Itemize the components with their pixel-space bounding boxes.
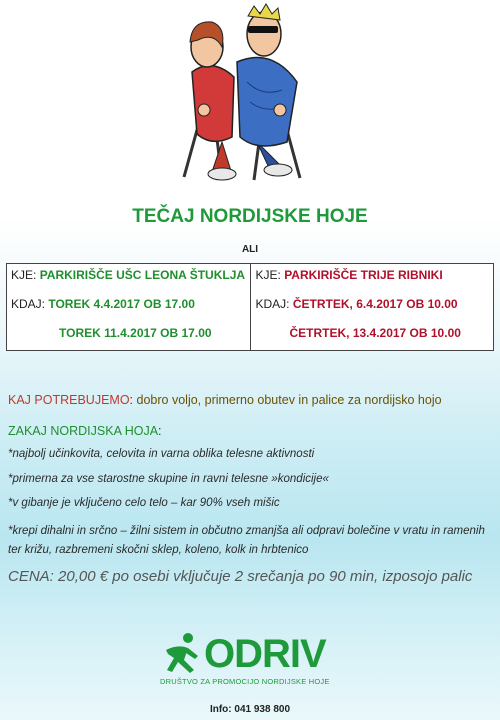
left-when-row [11,297,195,311]
left-when-label: KDAJ: [11,297,46,311]
needs-colon: : [129,393,134,407]
right-where-label: KJE: [255,268,281,282]
why-heading [8,424,494,438]
benefit-item: *najbolj učinkovita, celovita in varna oblika telesne aktivnosti [8,448,315,460]
benefit-item: *v gibanje je vključeno celo telo – kar 90% vseh mišic [8,497,280,509]
separator-text: ALI [241,244,259,255]
needs-value: dobro voljo, primerno obutev in palice za nordijsko hojo [136,393,442,407]
right-date-1: ČETRTEK, 6.4.2017 OB 10.00 [292,297,458,311]
page-title: TEČAJ NORDIJSKE HOJE [132,206,368,227]
right-when-label: KDAJ: [255,297,290,311]
logo-subtitle: DRUŠTVO ZA PROMOCIJO NORDIJSKE HOJE [160,677,330,686]
left-date-row-2 [11,326,212,340]
right-where-row [256,268,443,282]
needs-label: KAJ POTREBUJEMO [8,393,130,407]
left-where-label: KJE: [11,268,37,282]
running-figure-icon [158,630,204,676]
logo-name: ODRIV [204,632,326,676]
why-colon: : [158,424,162,438]
schedule-right-column [250,264,494,350]
left-where-value: PARKIRIŠČE UŠC LEONA ŠTUKLJA [39,268,246,282]
right-where-value: PARKIRIŠČE TRIJE RIBNIKI [284,268,443,282]
odriv-logo [158,630,328,690]
schedule-table [6,263,494,351]
needs-line [8,393,494,407]
left-date-1: TOREK 4.4.2017 OB 17.00 [48,297,195,311]
left-where-row [11,268,245,282]
right-when-row [256,297,458,311]
schedule-left-column [7,264,250,350]
nordic-walkers-illustration [162,2,338,182]
right-date-row-2 [256,326,461,340]
price-text: CENA: 20,00 € po osebi vključuje 2 srečanja po 90 min, izposojo palic [8,568,473,585]
benefit-item: *primerna za vse starostne skupine in ravni telesne »kondicije« [8,473,329,485]
left-date-2: TOREK 11.4.2017 OB 17.00 [59,326,212,340]
why-label: ZAKAJ NORDIJSKA HOJA [8,424,159,438]
right-date-2: ČETRTEK, 13.4.2017 OB 10.00 [289,326,461,340]
info-phone: Info: 041 938 800 [209,704,291,715]
benefit-item: *krepi dihalni in srčno – žilni sistem in občutno zmanjša ali odpravi bolečine v vratu in ramenih ter križu, razbremeni skočni sklep, koleno, kolk in hrbtenico [8,525,485,556]
